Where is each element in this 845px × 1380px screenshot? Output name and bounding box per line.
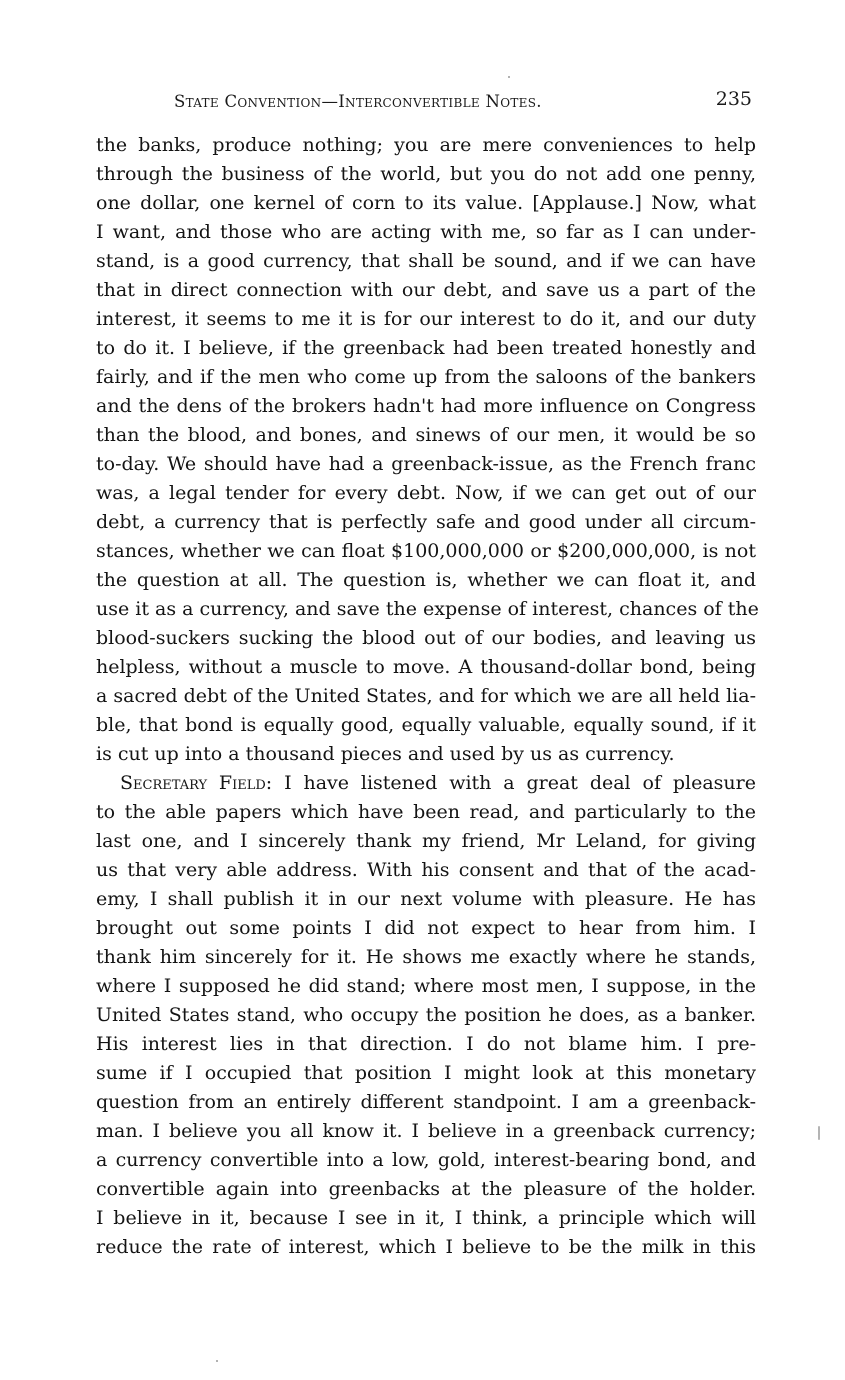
text-line: one dollar, one kernel of corn to its value. [Applause.] Now, what — [96, 192, 756, 214]
running-title: State Convention—Interconvertible Notes. — [174, 92, 542, 111]
text-line: was, a legal tender for every debt. Now, if we can get out of our — [96, 482, 756, 504]
text-line: the question at all. The question is, whether we can float it, and — [96, 569, 756, 591]
text-line: us that very able address. With his consent and that of the acad- — [96, 859, 756, 881]
text-line: to the able papers which have been read, and particularly to the — [96, 801, 756, 823]
text-line: man. I believe you all know it. I believe in a greenback currency; — [96, 1120, 756, 1142]
text-line: is cut up into a thousand pieces and used by us as currency. — [96, 743, 675, 765]
text-line: that in direct connection with our debt, and save us a part of the — [96, 279, 756, 301]
page-number: 235 — [715, 88, 752, 110]
text-line: stances, whether we can float $100,000,000 or $200,000,000, is not — [96, 540, 756, 562]
running-head — [96, 88, 756, 118]
text-line-first — [96, 769, 756, 798]
text-line: question from an entirely different standpoint. I am a greenback- — [96, 1091, 756, 1113]
text-line: use it as a currency, and save the expense of interest, chances of the — [96, 598, 759, 620]
text-line: than the blood, and bones, and sinews of our men, it would be so — [96, 424, 756, 446]
text-line: where I supposed he did stand; where most men, I suppose, in the — [96, 975, 756, 997]
text-line: a sacred debt of the United States, and for which we are all held lia- — [96, 685, 756, 707]
text-line: United States stand, who occupy the position he does, as a banker. — [96, 1004, 756, 1026]
text-line: thank him sincerely for it. He shows me exactly where he stands, — [96, 946, 756, 968]
text-line: through the business of the world, but you do not add one penny, — [96, 163, 756, 185]
text-line: ble, that bond is equally good, equally valuable, equally sound, if it — [96, 714, 756, 736]
paragraph-1 — [96, 131, 759, 769]
text-line: convertible again into greenbacks at the pleasure of the holder. — [96, 1178, 756, 1200]
text-line: to do it. I believe, if the greenback had been treated honestly and — [96, 337, 756, 359]
paragraph-2 — [96, 769, 756, 1262]
text-line: the banks, produce nothing; you are mere conveniences to help — [96, 134, 756, 156]
text-line: helpless, without a muscle to move. A thousand-dollar bond, being — [96, 656, 756, 678]
text-line: sume if I occupied that position I might look at this monetary — [96, 1062, 756, 1084]
paper-speck — [508, 76, 510, 78]
text-line: His interest lies in that direction. I do not blame him. I pre- — [96, 1033, 756, 1055]
text-line: debt, a currency that is perfectly safe and good under all circum- — [96, 511, 756, 533]
text-line: blood-suckers sucking the blood out of our bodies, and leaving us — [96, 627, 756, 649]
text-line: last one, and I sincerely thank my friend, Mr Leland, for giving — [96, 830, 756, 852]
speaker-name: Secretary Field — [120, 772, 266, 794]
paper-speck — [216, 1360, 218, 1362]
text-line: fairly, and if the men who come up from the saloons of the bankers — [96, 366, 756, 388]
text-line: stand, is a good currency, that shall be sound, and if we can have — [96, 250, 756, 272]
paper-speck — [818, 1126, 820, 1140]
body-text — [96, 131, 759, 1262]
text-line: to-day. We should have had a greenback-issue, as the French franc — [96, 453, 756, 475]
text-line: brought out some points I did not expect to hear from him. I — [96, 917, 756, 939]
text-line: a currency convertible into a low, gold, interest-bearing bond, and — [96, 1149, 756, 1171]
speaker-line-rest: : I have listened with a great deal of pleasure — [265, 772, 756, 794]
text-line: and the dens of the brokers hadn't had more influence on Congress — [96, 395, 756, 417]
text-line: emy, I shall publish it in our next volume with pleasure. He has — [96, 888, 756, 910]
text-line: I want, and those who are acting with me, so far as I can under- — [96, 221, 756, 243]
text-line: interest, it seems to me it is for our interest to do it, and our duty — [96, 308, 756, 330]
text-line: reduce the rate of interest, which I believe to be the milk in this — [96, 1236, 756, 1258]
text-line: I believe in it, because I see in it, I think, a principle which will — [96, 1207, 756, 1229]
